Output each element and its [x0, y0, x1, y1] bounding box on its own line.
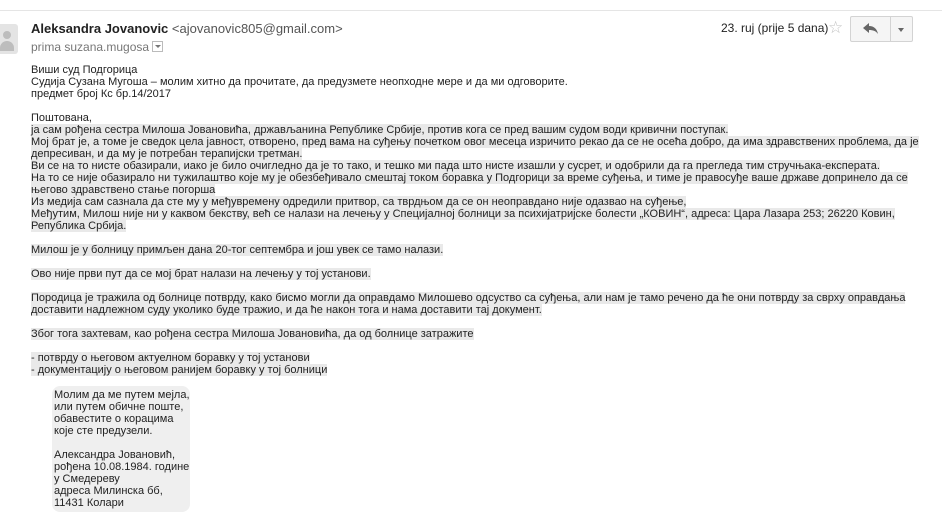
message-body	[31, 64, 919, 512]
signature-quote	[52, 386, 190, 512]
request-list	[31, 352, 911, 376]
text-line: доставити надлежном суду уколико буде тражио, и да ће након тога и нама доставити тај документ.	[31, 304, 542, 316]
paragraph-intro	[31, 112, 919, 232]
text-line: Република Србија.	[31, 220, 127, 232]
star-icon[interactable]: ☆	[828, 18, 844, 37]
paragraph-request: Због тога захтевам, као рођена сестра Милоша Јовановића, да од болнице затражите	[31, 328, 474, 340]
quote-line: рођена 10.08.1984. године	[54, 461, 190, 473]
header-divider	[0, 10, 942, 11]
quote-line: које сте предузели.	[54, 425, 153, 437]
message-date: 23. ruj (prije 5 dana)	[721, 21, 829, 35]
text-line: Породица је тражила од болнице потврду, како бисмо могли да оправдамо Милошево одсуство са суђења, али нам је тамо речено да ће они потврду за сврху оправдања	[31, 292, 906, 304]
sender-name[interactable]: Aleksandra Jovanovic	[31, 21, 169, 36]
sender	[31, 21, 343, 36]
text-line: Из медија сам сазнала да сте му у међувремену одредили притвор, са тврдњом да се он неоправдано није одазвао на суђење,	[31, 196, 687, 208]
paragraph-hospital	[31, 292, 911, 316]
sender-email: <ajovanovic805@gmail.com>	[171, 21, 343, 36]
avatar-icon	[0, 24, 18, 54]
list-item: - документацију о његовом ранијем боравку у тој болници	[31, 364, 328, 376]
address-line: предмет број Кс бр.14/2017	[31, 88, 172, 100]
quote-line: Молим да ме путем мејла,	[54, 389, 190, 401]
more-options-button[interactable]	[890, 16, 913, 42]
quote-line: 11431 Колари	[54, 497, 124, 509]
text-line: Мој брат је, а томе је сведок цела јавност, отворено, пред вама на суђењу почетком овог месеца изричито рекао да се не осећа добро, да има здравствених проблема, да је	[31, 136, 919, 148]
quote-line: адреса Милинска бб,	[54, 485, 163, 497]
text-line: Ви се на то нисте обазирали, иако је било очигледно да је то тако, и тешко ми пада што нисте изашли у сусрет, и одобрили да га прегледа тим стручњака-експерата.	[31, 160, 880, 172]
reply-icon	[863, 23, 879, 35]
address-line: Виши суд Подгорица	[31, 64, 138, 76]
quote-line: у Смедереву	[54, 473, 120, 485]
text-line: ја сам рођена сестра Милоша Јовановића, држављанина Републике Србије, против кога се пред вашим судом води кривични поступак.	[31, 124, 729, 136]
text-line: његово здравствено стање погорша	[31, 184, 216, 196]
recipient-label: prima suzana.mugosa	[31, 40, 150, 54]
quote-line: или путем обичне поште,	[54, 401, 184, 413]
text-line: Поштована,	[31, 112, 92, 124]
text-line: Међутим, Милош није ни у каквом бекству, већ се налази на лечењу у Специјалној болници за психијатријске болести „КОВИН“, адреса: Цара Лазара 253; 26220 Ковин,	[31, 208, 895, 220]
quote-line: Александра Јовановић,	[54, 449, 176, 461]
address-block	[31, 64, 911, 100]
text-line: депресиван, и да му је потребан терапијски третман.	[31, 148, 303, 160]
quote-line: обавестите о корацима	[54, 413, 174, 425]
list-item: - потврду о његовом актуелном боравку у тој установи	[31, 352, 310, 364]
paragraph-not-first: Ово није први пут да се мој брат налази на лечењу у тој установи.	[31, 268, 371, 280]
address-line: Судија Сузана Мугоша – молим хитно да прочитате, да предузмете неопходне мере и да ми одговорите.	[31, 76, 568, 88]
paragraph-admission: Милош је у болницу примљен дана 20-тог септембра и још увек се тамо налази.	[31, 244, 444, 256]
reply-button[interactable]	[850, 16, 891, 42]
text-line: На то се није обазирало ни тужилаштво које му је обезбеђивало смештај током боравка у Подгорици за време суђења, и тиме је правосуђе ваше државе допринело да се	[31, 172, 908, 184]
chevron-down-icon[interactable]	[152, 41, 163, 52]
recipient-line[interactable]	[31, 40, 163, 54]
